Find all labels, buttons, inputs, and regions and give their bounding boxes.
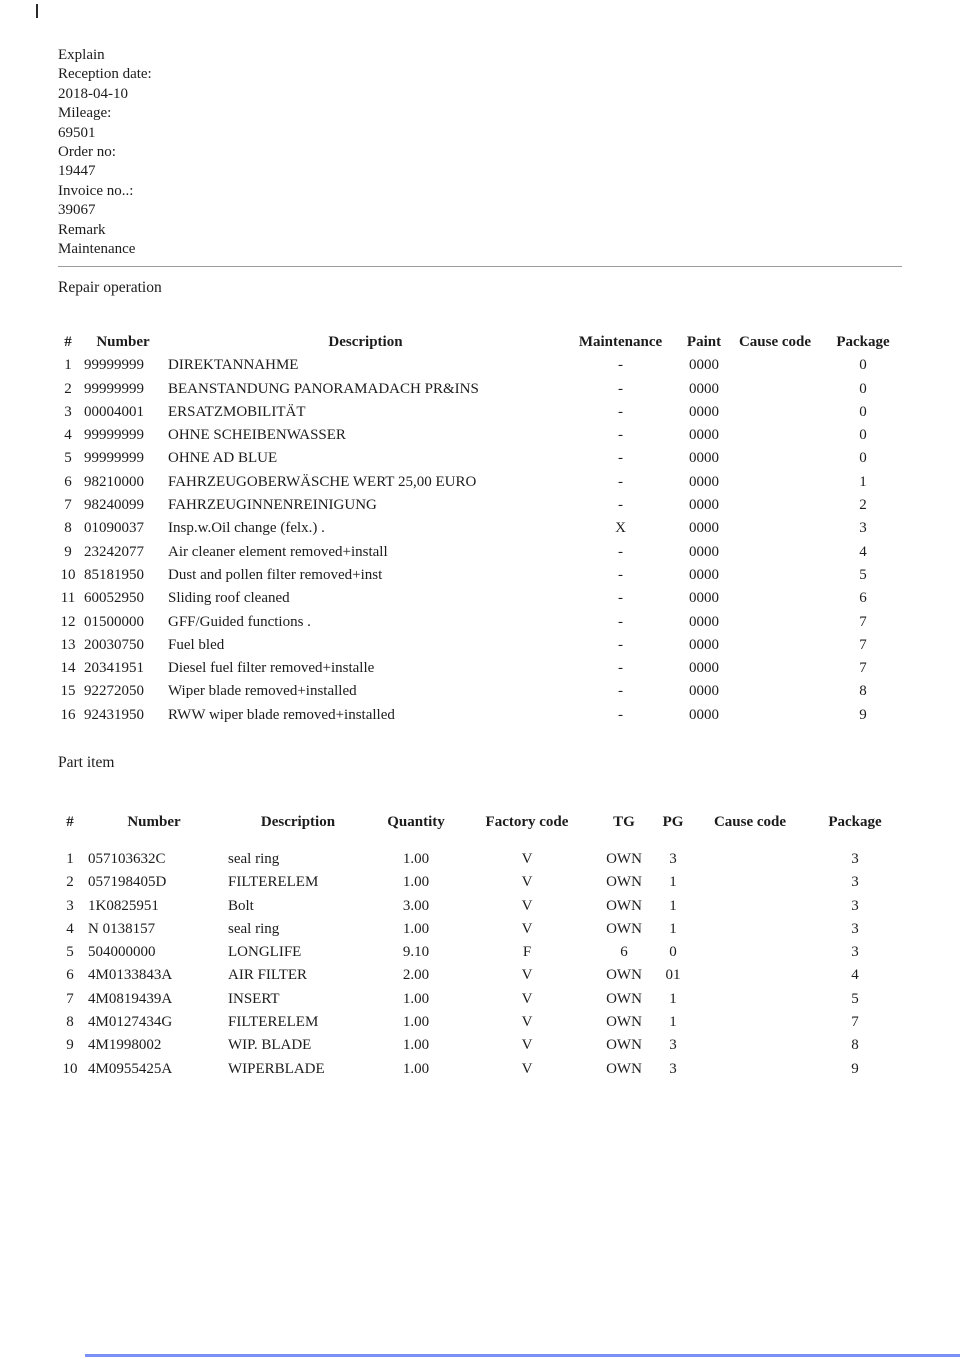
cell-cause-code (690, 1034, 810, 1057)
cell-maintenance: X (615, 520, 626, 537)
repair-table-body (58, 354, 906, 727)
cell-factory-code: V (521, 897, 533, 914)
cell-paint: 0000 (689, 427, 719, 444)
cell-cause-code (730, 611, 820, 634)
cell-index: 6 (64, 473, 72, 490)
cell-index: 9 (64, 543, 72, 560)
cell-description: Dust and pollen filter removed+inst (168, 566, 383, 583)
part-table-row (58, 918, 900, 941)
cell-paint: 0000 (689, 357, 719, 374)
header-line-mileage-value: 69501 (58, 124, 96, 141)
cell-factory-code: V (521, 920, 533, 937)
cell-number: 92431950 (84, 706, 144, 723)
cell-cause-code (730, 657, 820, 680)
cell-pg: 1 (669, 990, 677, 1007)
cell-number: 4M1998002 (88, 1037, 162, 1054)
repair-table-row (58, 378, 906, 401)
repair-table-row (58, 611, 906, 634)
header-line-invoice-value: 39067 (58, 202, 96, 219)
repair-col-maintenance: Maintenance (578, 334, 663, 350)
part-col-number: Number (127, 814, 181, 830)
cell-description: seal ring (228, 920, 280, 937)
repair-col-number: Number (96, 334, 150, 350)
cell-package: 5 (851, 990, 859, 1007)
cell-pg: 0 (669, 944, 677, 961)
cell-index: 2 (64, 380, 72, 397)
cell-package: 9 (851, 1060, 859, 1077)
cell-description: FILTERELEM (228, 1014, 319, 1031)
cell-index: 4 (64, 427, 72, 444)
cell-number: 20030750 (84, 636, 144, 653)
cell-package: 9 (859, 706, 867, 723)
cell-quantity: 1.00 (402, 1060, 430, 1077)
repair-table-row (58, 471, 906, 494)
cell-cause-code (690, 848, 810, 871)
cell-cause-code (690, 1058, 810, 1081)
cell-paint: 0000 (689, 683, 719, 700)
part-table-row (58, 988, 900, 1011)
cell-description: OHNE AD BLUE (168, 450, 278, 467)
part-table-row (58, 964, 900, 987)
cell-cause-code (730, 401, 820, 424)
cell-package: 3 (851, 851, 859, 867)
repair-table-row (58, 564, 906, 587)
cell-number: 01090037 (84, 520, 144, 537)
cell-number: 99999999 (84, 380, 144, 397)
cell-description: FILTERELEM (228, 874, 319, 891)
cell-paint: 0000 (689, 497, 719, 514)
cell-package: 0 (859, 450, 867, 467)
cell-tg: OWN (606, 990, 642, 1007)
cell-description: INSERT (228, 990, 280, 1007)
cell-maintenance: - (618, 636, 623, 653)
cell-index: 1 (66, 851, 74, 867)
cell-number: 99999999 (84, 450, 144, 467)
header-line-reception-date: 2018-04-10 (58, 85, 128, 102)
cell-index: 15 (60, 683, 76, 700)
cell-description: Fuel bled (168, 636, 225, 653)
cell-tg: OWN (606, 1014, 642, 1031)
cell-index: 7 (66, 990, 74, 1007)
part-table-row (58, 895, 900, 918)
cell-quantity: 1.00 (402, 851, 430, 867)
cell-number: 60052950 (84, 590, 144, 607)
cell-number: N 0138157 (88, 920, 156, 937)
repair-table-row (58, 401, 906, 424)
cell-quantity: 1.00 (402, 920, 430, 937)
cell-package: 0 (859, 403, 867, 420)
cell-quantity: 1.00 (402, 1037, 430, 1054)
cell-maintenance: - (618, 566, 623, 583)
header-line-remark-value: Maintenance (58, 241, 136, 258)
cell-package: 8 (859, 683, 867, 700)
repair-table-row (58, 354, 906, 377)
cell-number: 92272050 (84, 683, 144, 700)
header-line-invoice-label: Invoice no..: (58, 182, 134, 199)
cell-cause-code (690, 941, 810, 964)
cell-maintenance: - (618, 683, 623, 700)
cell-paint: 0000 (689, 566, 719, 583)
part-col-quantity: Quantity (387, 814, 445, 830)
cell-description: OHNE SCHEIBENWASSER (168, 427, 346, 444)
cell-paint: 0000 (689, 706, 719, 723)
cell-paint: 0000 (689, 450, 719, 467)
cell-paint: 0000 (689, 380, 719, 397)
repair-col-description: Description (328, 334, 403, 350)
cell-number: 23242077 (84, 543, 144, 560)
cell-package: 4 (851, 967, 859, 984)
cell-tg: OWN (606, 874, 642, 891)
cell-paint: 0000 (689, 473, 719, 490)
part-col-tg: TG (613, 814, 635, 830)
cell-paint: 0000 (689, 590, 719, 607)
cell-cause-code (730, 541, 820, 564)
cell-pg: 1 (669, 920, 677, 937)
repair-col-paint: Paint (686, 334, 722, 350)
cell-number: 20341951 (84, 660, 144, 677)
repair-table-row (58, 657, 906, 680)
cell-pg: 01 (665, 967, 681, 984)
part-table-row (58, 1034, 900, 1057)
cell-quantity: 1.00 (402, 1014, 430, 1031)
part-col-cause-code: Cause code (713, 814, 787, 830)
section-divider (58, 266, 902, 267)
part-table-row (58, 848, 900, 871)
cell-number: 00004001 (84, 403, 144, 420)
header-line-explain: Explain (58, 47, 105, 63)
cell-factory-code: V (521, 1060, 533, 1077)
cell-number: 057198405D (88, 874, 167, 891)
repair-section-title: Repair operation (58, 279, 162, 296)
cell-number: 4M0955425A (88, 1060, 173, 1077)
document-header (58, 46, 152, 259)
cell-index: 16 (60, 706, 76, 723)
cell-description: FAHRZEUGOBERWÄSCHE WERT 25,00 EURO (168, 473, 477, 490)
part-col-package: Package (828, 814, 882, 830)
cell-description: FAHRZEUGINNENREINIGUNG (168, 497, 377, 514)
cell-index: 11 (60, 590, 76, 607)
cell-cause-code (690, 871, 810, 894)
cell-number: 4M0127434G (88, 1014, 173, 1031)
repair-table-row (58, 634, 906, 657)
cell-number: 85181950 (84, 566, 144, 583)
part-col-pg: PG (662, 814, 684, 830)
repair-operations-table (58, 331, 906, 727)
cell-description: DIREKTANNAHME (168, 357, 299, 374)
cell-factory-code: V (521, 967, 533, 984)
cell-number: 99999999 (84, 427, 144, 444)
cell-number: 98210000 (84, 473, 144, 490)
repair-table-row (58, 517, 906, 540)
repair-table-row (58, 447, 906, 470)
repair-col-package: Package (836, 334, 890, 350)
repair-table-row (58, 587, 906, 610)
cell-cause-code (690, 1011, 810, 1034)
cell-number: 057103632C (88, 851, 166, 867)
bottom-accent-line (85, 1354, 960, 1357)
cell-maintenance: - (618, 543, 623, 560)
repair-table-row (58, 680, 906, 703)
cell-factory-code: F (522, 944, 532, 961)
cell-number: 504000000 (88, 944, 156, 961)
repair-table-row (58, 424, 906, 447)
header-line-remark-label: Remark (58, 221, 106, 238)
cell-index: 8 (66, 1014, 74, 1031)
cell-paint: 0000 (689, 636, 719, 653)
cell-tg: OWN (606, 897, 642, 914)
cell-number: 4M0133843A (88, 967, 173, 984)
cell-quantity: 3.00 (402, 897, 430, 914)
cell-cause-code (730, 587, 820, 610)
cell-cause-code (730, 424, 820, 447)
cell-maintenance: - (618, 357, 623, 374)
cell-number: 98240099 (84, 497, 144, 514)
part-col-factory-code: Factory code (485, 814, 569, 830)
header-line-order-label: Order no: (58, 144, 116, 161)
cell-index: 9 (66, 1037, 74, 1054)
cell-maintenance: - (618, 613, 623, 630)
cell-maintenance: - (618, 380, 623, 397)
repair-table-row (58, 541, 906, 564)
cell-package: 5 (859, 566, 867, 583)
cell-pg: 3 (669, 1060, 677, 1077)
cell-package: 3 (851, 897, 859, 914)
cell-index: 13 (60, 636, 76, 653)
cell-package: 7 (851, 1014, 859, 1031)
cell-cause-code (730, 471, 820, 494)
cell-tg: OWN (606, 1037, 642, 1054)
cell-quantity: 2.00 (402, 967, 430, 984)
cell-package: 3 (859, 520, 867, 537)
cell-description: Bolt (228, 897, 254, 914)
cell-pg: 1 (669, 897, 677, 914)
cell-tg: OWN (606, 920, 642, 937)
cell-description: Insp.w.Oil change (felx.) . (168, 520, 325, 537)
cell-tg: OWN (606, 1060, 642, 1077)
cell-index: 1 (64, 357, 72, 374)
part-table-header-row (58, 810, 900, 848)
cell-package: 6 (859, 590, 867, 607)
cell-factory-code: V (521, 1037, 533, 1054)
cell-factory-code: V (521, 874, 533, 891)
cell-index: 7 (64, 497, 72, 514)
part-table-row (58, 1058, 900, 1081)
cell-package: 2 (859, 497, 867, 514)
cell-cause-code (730, 378, 820, 401)
cell-cause-code (690, 918, 810, 941)
cell-paint: 0000 (689, 660, 719, 677)
cell-paint: 0000 (689, 520, 719, 537)
cell-description: Wiper blade removed+installed (168, 683, 357, 700)
cell-index: 10 (60, 566, 76, 583)
cell-cause-code (730, 494, 820, 517)
cell-index: 14 (60, 660, 76, 677)
cell-cause-code (690, 895, 810, 918)
cell-maintenance: - (618, 706, 623, 723)
cell-number: 99999999 (84, 357, 144, 374)
part-table-row (58, 941, 900, 964)
cell-maintenance: - (618, 450, 623, 467)
cell-maintenance: - (618, 403, 623, 420)
cell-description: ERSATZMOBILITÄT (168, 403, 306, 420)
cell-cause-code (730, 634, 820, 657)
cell-pg: 3 (669, 1037, 677, 1054)
cell-description: AIR FILTER (228, 967, 308, 984)
cell-pg: 3 (669, 851, 677, 867)
part-table-row (58, 1011, 900, 1034)
cell-paint: 0000 (689, 613, 719, 630)
cell-package: 0 (859, 427, 867, 444)
cell-package: 8 (851, 1037, 859, 1054)
cell-index: 12 (60, 613, 76, 630)
cell-description: WIP. BLADE (228, 1037, 312, 1054)
cell-description: GFF/Guided functions . (168, 613, 311, 630)
cell-factory-code: V (521, 1014, 533, 1031)
header-line-mileage-label: Mileage: (58, 105, 112, 122)
cell-package: 0 (859, 357, 867, 374)
cell-cause-code (730, 447, 820, 470)
cell-cause-code (730, 704, 820, 727)
cell-number: 1K0825951 (88, 897, 159, 914)
cell-pg: 1 (669, 874, 677, 891)
repair-col-index: # (64, 334, 72, 350)
cell-package: 3 (851, 944, 859, 961)
cell-package: 1 (859, 473, 867, 490)
cell-cause-code (730, 680, 820, 703)
cell-index: 3 (66, 897, 74, 914)
cell-cause-code (730, 354, 820, 377)
part-section-title: Part item (58, 754, 115, 771)
cell-quantity: 9.10 (402, 944, 430, 961)
cell-factory-code: V (521, 990, 533, 1007)
cell-tg: 6 (620, 944, 628, 961)
cell-number: 01500000 (84, 613, 144, 630)
cell-quantity: 1.00 (402, 874, 430, 891)
cell-cause-code (730, 517, 820, 540)
cell-package: 4 (859, 543, 867, 560)
cell-description: LONGLIFE (228, 944, 302, 961)
text-cursor-tick (36, 4, 38, 18)
cell-description: Air cleaner element removed+install (168, 543, 388, 560)
part-table-body (58, 848, 900, 1081)
cell-package: 7 (859, 660, 867, 677)
repair-table-row (58, 704, 906, 727)
part-items-table (58, 810, 900, 1081)
header-line-order-value: 19447 (58, 163, 96, 180)
cell-description: Diesel fuel filter removed+installe (168, 660, 375, 677)
cell-description: Sliding roof cleaned (168, 590, 290, 607)
cell-description: WIPERBLADE (228, 1060, 325, 1077)
cell-description: RWW wiper blade removed+installed (168, 706, 395, 723)
cell-number: 4M0819439A (88, 990, 173, 1007)
header-line-reception-label: Reception date: (58, 66, 152, 83)
cell-quantity: 1.00 (402, 990, 430, 1007)
repair-table-row (58, 494, 906, 517)
cell-package: 3 (851, 920, 859, 937)
cell-cause-code (690, 964, 810, 987)
cell-cause-code (690, 988, 810, 1011)
cell-maintenance: - (618, 660, 623, 677)
cell-index: 8 (64, 520, 72, 537)
part-col-description: Description (260, 814, 336, 830)
cell-package: 7 (859, 613, 867, 630)
cell-index: 2 (66, 874, 74, 891)
repair-table-header-row (58, 331, 906, 354)
cell-description: seal ring (228, 851, 280, 867)
part-table-row (58, 871, 900, 894)
cell-tg: OWN (606, 967, 642, 984)
cell-paint: 0000 (689, 543, 719, 560)
cell-description: BEANSTANDUNG PANORAMADACH PR&INS (168, 380, 479, 397)
cell-index: 3 (64, 403, 72, 420)
cell-index: 6 (66, 967, 74, 984)
part-col-index: # (66, 814, 74, 830)
cell-maintenance: - (618, 497, 623, 514)
cell-tg: OWN (606, 851, 642, 867)
cell-pg: 1 (669, 1014, 677, 1031)
cell-maintenance: - (618, 590, 623, 607)
cell-paint: 0000 (689, 403, 719, 420)
cell-index: 5 (64, 450, 72, 467)
cell-factory-code: V (521, 851, 533, 867)
repair-col-cause-code: Cause code (738, 334, 812, 350)
cell-package: 3 (851, 874, 859, 891)
cell-index: 4 (66, 920, 74, 937)
cell-maintenance: - (618, 473, 623, 490)
cell-package: 0 (859, 380, 867, 397)
cell-maintenance: - (618, 427, 623, 444)
cell-package: 7 (859, 636, 867, 653)
cell-cause-code (730, 564, 820, 587)
cell-index: 5 (66, 944, 74, 961)
cell-index: 10 (62, 1060, 78, 1077)
